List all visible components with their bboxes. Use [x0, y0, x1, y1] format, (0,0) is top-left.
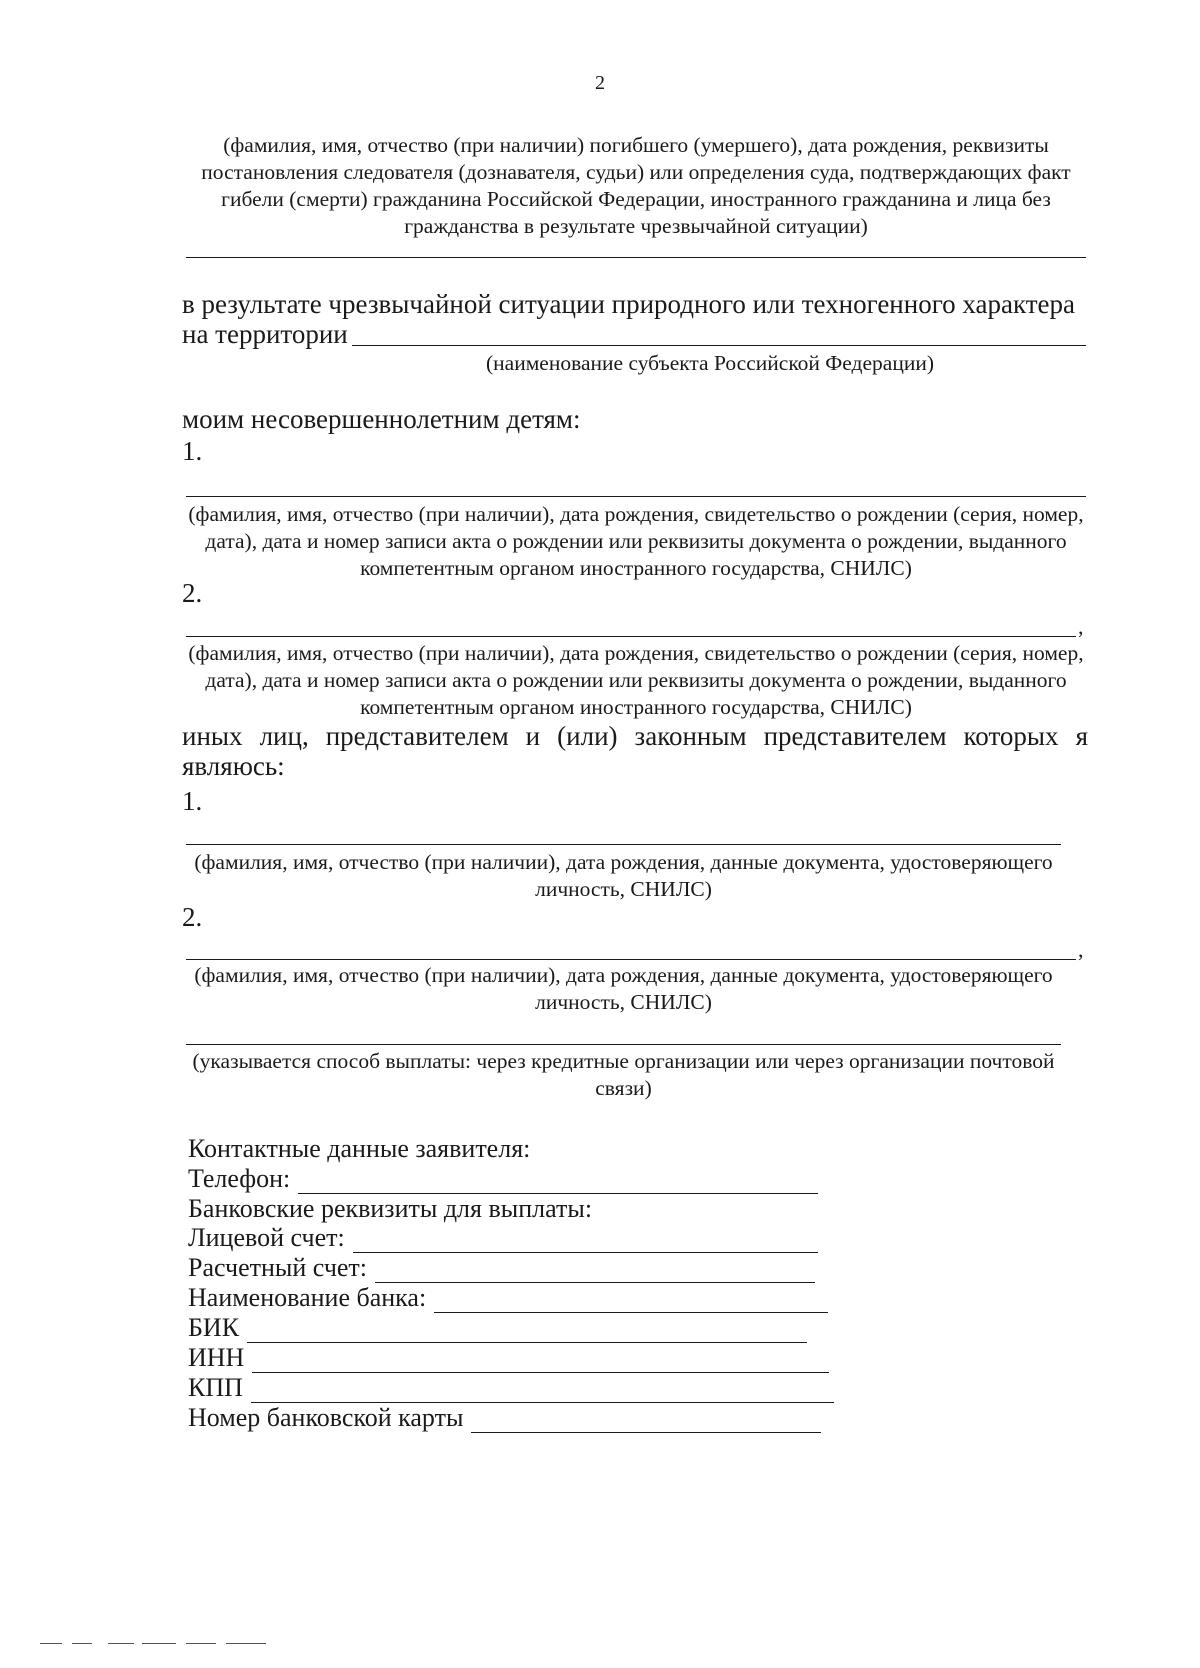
settlement-account-row	[188, 1253, 815, 1283]
payment-blank-line[interactable]	[186, 1044, 1061, 1045]
scan-artifact	[72, 1643, 92, 1644]
bik-field[interactable]	[247, 1320, 807, 1343]
scan-artifact	[108, 1643, 134, 1644]
children-heading: моим несовершеннолетним детям:	[182, 404, 581, 434]
other-2-number: 2.	[182, 902, 203, 932]
child-1-blank-line[interactable]	[186, 496, 1086, 497]
territory-caption: (наименование субъекта Российской Федерации)	[485, 351, 934, 375]
other-1-blank-line[interactable]	[186, 844, 1061, 845]
other-2-caption: (фамилия, имя, отчество (при наличии), дата рождения, данные документа, удостоверяющего личность, СНИЛС)	[194, 963, 1053, 1014]
bank-name-label: Наименование банка:	[188, 1283, 427, 1312]
bank-name-row	[188, 1283, 828, 1313]
bik-row	[188, 1313, 807, 1343]
kpp-row	[188, 1373, 834, 1403]
deceased-caption: (фамилия, имя, отчество (при наличии) погибшего (умершего), дата рождения, реквизиты постановления следователя (дознавателя, судьи) или определения суда, подтверждающих факт гибели (смерти) гражданина Российской Федерации, иностранного гражданина и лица без гражданства в результате чрезвычайной ситуации)	[201, 133, 1071, 238]
page-number: 2	[595, 72, 605, 94]
card-number-row	[188, 1403, 821, 1433]
other-2-comma: ,	[1078, 937, 1084, 962]
settlement-account-field[interactable]	[375, 1260, 815, 1283]
personal-account-field[interactable]	[353, 1230, 818, 1253]
settlement-account-label: Расчетный счет:	[188, 1253, 368, 1282]
other-2-blank-line[interactable]	[186, 959, 1076, 960]
phone-row	[188, 1164, 818, 1194]
scan-artifact	[40, 1643, 62, 1644]
phone-label: Телефон:	[188, 1164, 291, 1193]
bank-name-field[interactable]	[434, 1290, 828, 1313]
other-1-caption: (фамилия, имя, отчество (при наличии), дата рождения, данные документа, удостоверяющего личность, СНИЛС)	[194, 850, 1053, 901]
child-2-blank-line[interactable]	[186, 636, 1076, 637]
payment-caption: (указывается способ выплаты: через кредитные организации или через организации почтовой связи)	[192, 1049, 1055, 1100]
scan-artifact	[142, 1643, 176, 1644]
bik-label: БИК	[188, 1313, 240, 1342]
scan-artifact	[226, 1643, 266, 1644]
contacts-heading: Контактные данные заявителя:	[188, 1134, 531, 1163]
child-1-number: 1.	[182, 436, 203, 466]
inn-row	[188, 1343, 829, 1373]
card-number-field[interactable]	[471, 1410, 821, 1433]
territory-label: на территории	[182, 319, 348, 349]
child-2-comma: ,	[1078, 614, 1084, 639]
bank-heading: Банковские реквизиты для выплаты:	[188, 1194, 593, 1223]
emergency-text: в результате чрезвычайной ситуации природного или техногенного характера	[182, 289, 1075, 319]
card-number-label: Номер банковской карты	[188, 1403, 464, 1432]
inn-label: ИНН	[188, 1343, 245, 1372]
child-2-caption: (фамилия, имя, отчество (при наличии), дата рождения, свидетельство о рождении (серия, номер, дата), дата и номер записи акта о рождении или реквизиты документа о рождении, выданного компетентным органом иностранного государства, СНИЛС)	[188, 641, 1084, 719]
kpp-field[interactable]	[251, 1380, 834, 1403]
personal-account-row	[188, 1223, 818, 1253]
territory-blank-line[interactable]	[352, 345, 1086, 346]
kpp-label: КПП	[188, 1373, 243, 1402]
personal-account-label: Лицевой счет:	[188, 1223, 345, 1252]
deceased-blank-line[interactable]	[186, 257, 1086, 258]
inn-field[interactable]	[252, 1350, 829, 1373]
child-1-caption: (фамилия, имя, отчество (при наличии), дата рождения, свидетельство о рождении (серия, номер, дата), дата и номер записи акта о рождении или реквизиты документа о рождении, выданного компетентным органом иностранного государства, СНИЛС)	[188, 502, 1084, 580]
child-2-number: 2.	[182, 578, 203, 608]
others-heading: иных лиц, представителем и (или) законным представителем которых я являюсь:	[182, 721, 1088, 781]
other-1-number: 1.	[182, 786, 203, 816]
scan-artifact	[186, 1643, 216, 1644]
phone-field[interactable]	[298, 1171, 818, 1194]
